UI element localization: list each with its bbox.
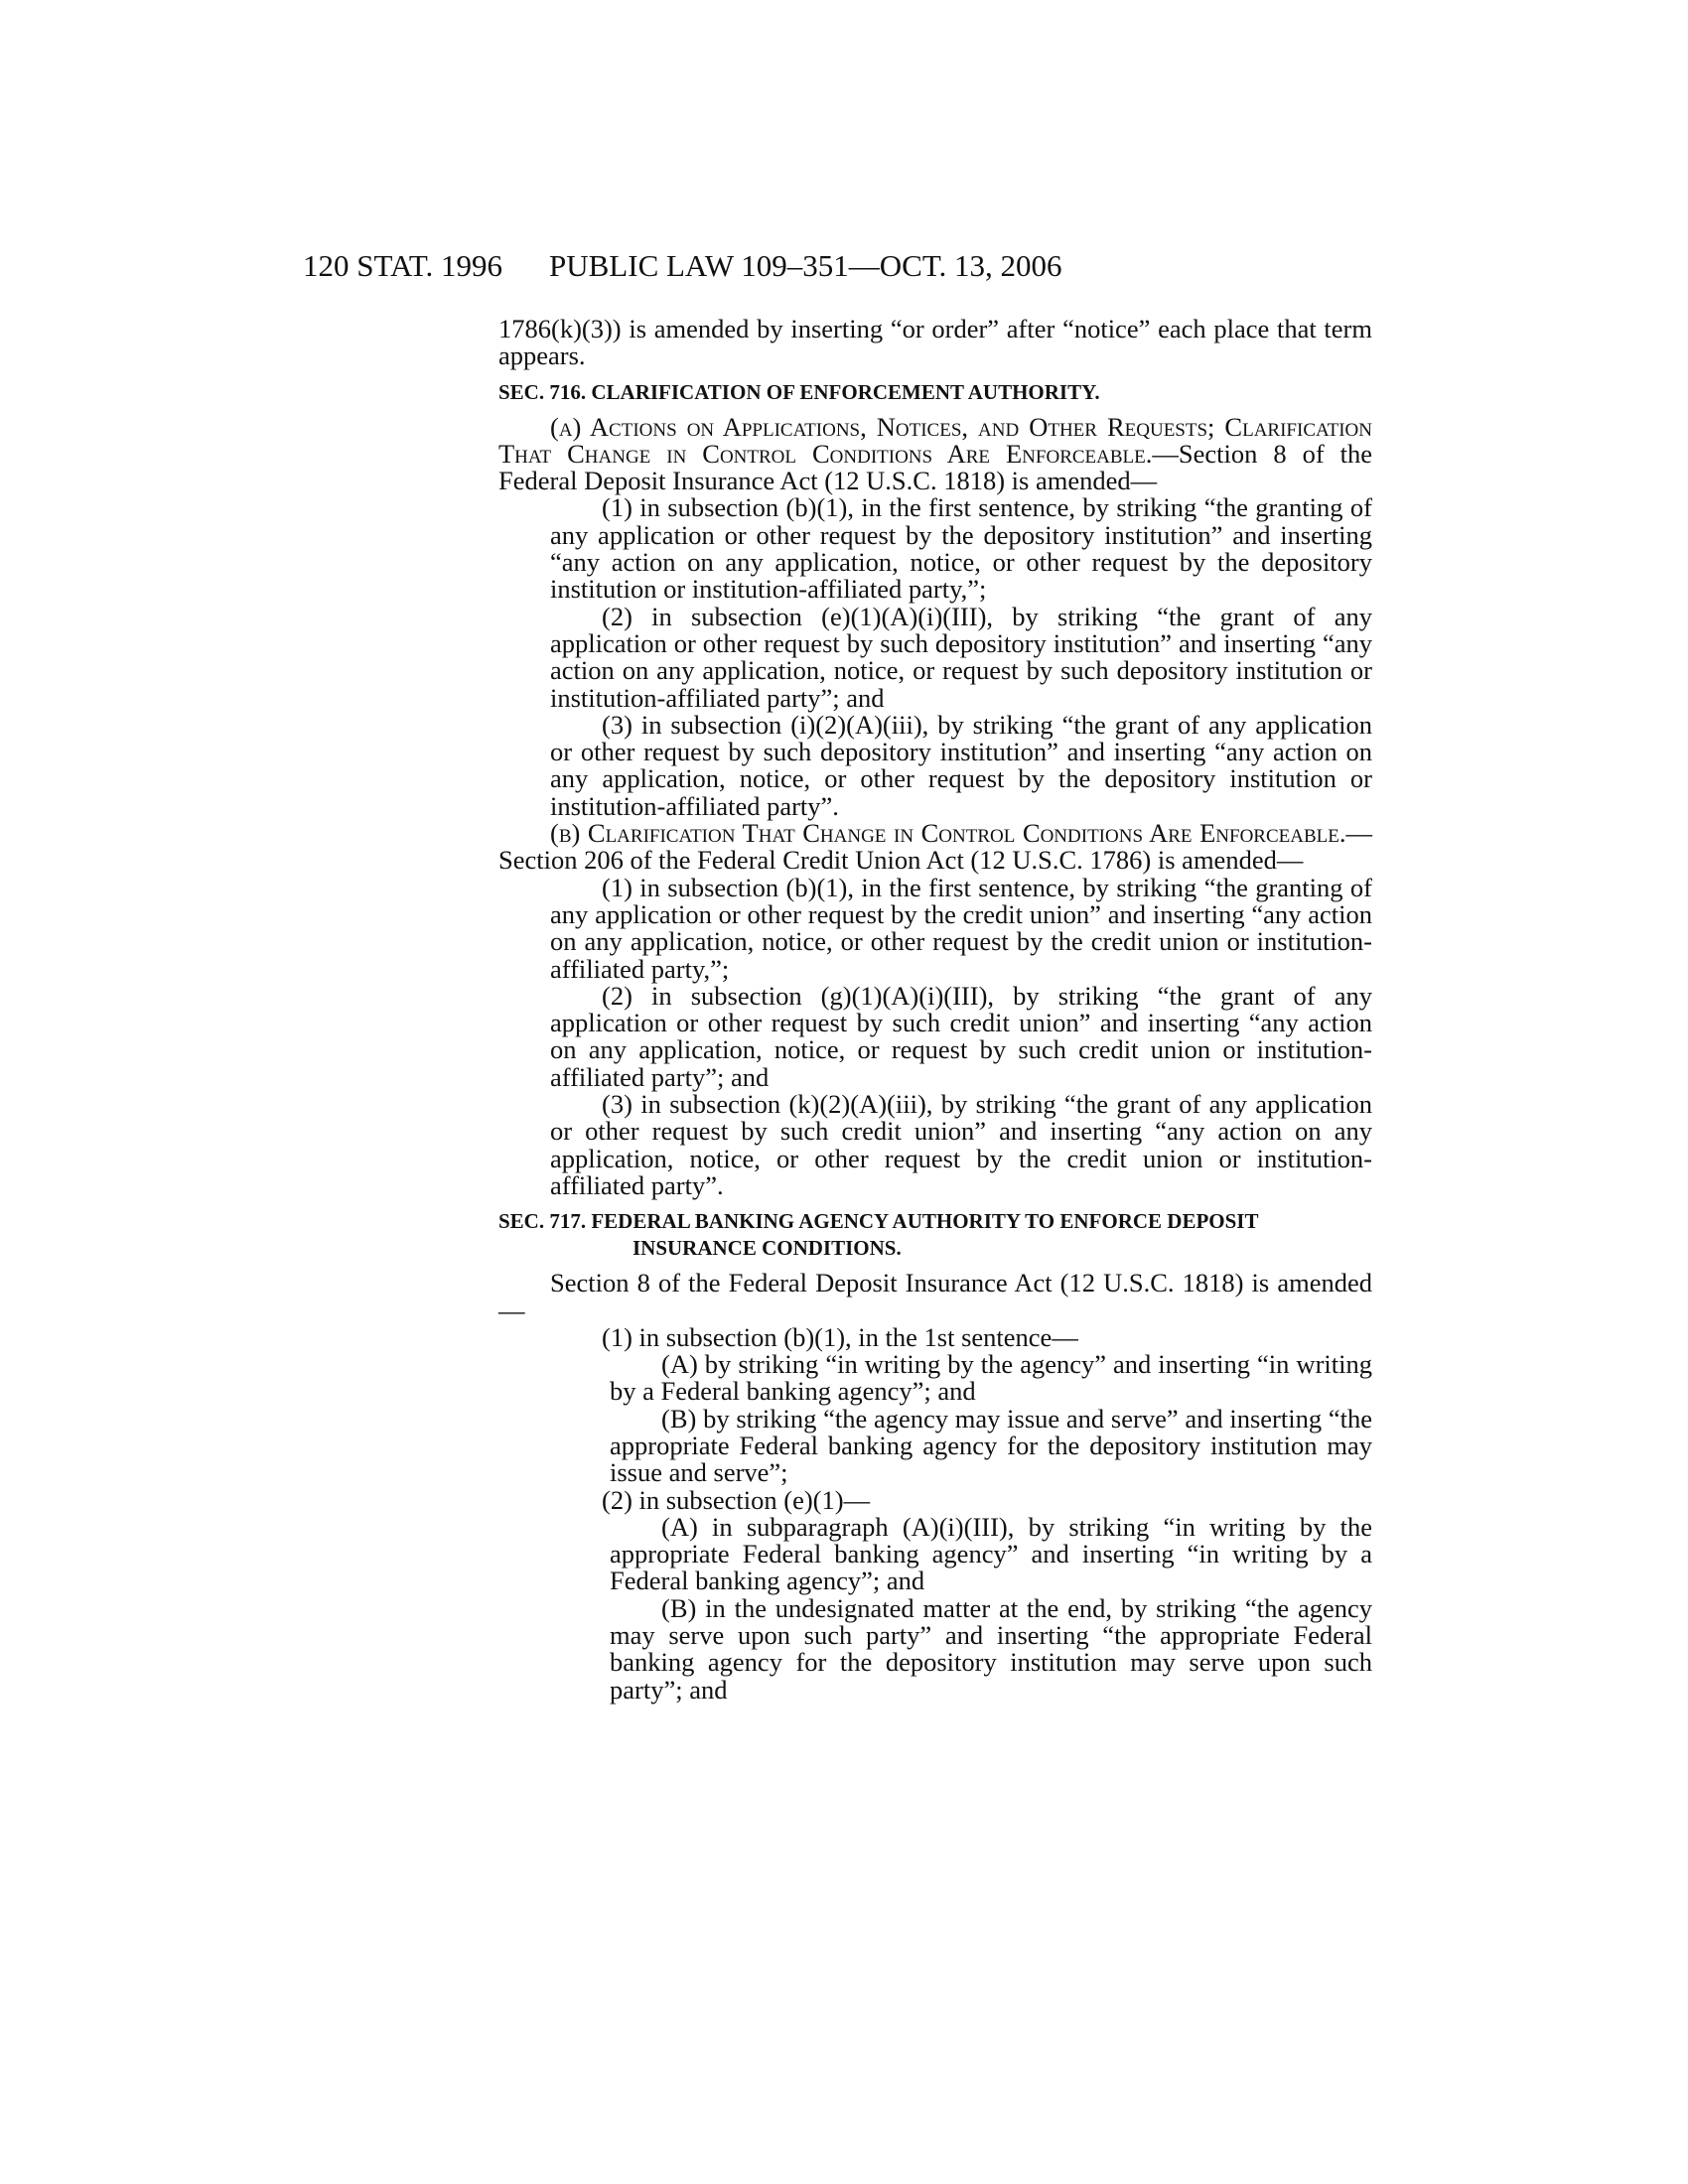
header-title: PUBLIC LAW 109–351—OCT. 13, 2006 — [549, 248, 1062, 283]
section-717-lead: Section 8 of the Federal Deposit Insurance Act (12 U.S.C. 1818) is amended— — [498, 1268, 1372, 1325]
section-717-heading: SEC. 717. FEDERAL BANKING AGENCY AUTHORITY TO ENFORCE DEPOSIT INSURANCE CONDITIONS. — [498, 1209, 1259, 1261]
paragraph-717-1B: (B) by striking “the agency may issue and serve” and inserting “the appropriate Federal banking agency for the depository institution may issue and serve”; — [610, 1403, 1372, 1488]
paragraph-b1: (1) in subsection (b)(1), in the first sentence, by striking “the granting of any application or other request by the credit union” and inserting “any action on any application, notice, or other request by the credit union or institution-affiliated party,”; — [550, 872, 1372, 984]
subsection-a-caption: (a) Actions on Applications, Notices, and Other Requests; Clarification That Change in Control Conditions Are Enforceable. — [498, 411, 1372, 469]
paragraph-a3: (3) in subsection (i)(2)(A)(iii), by striking “the grant of any application or other request by such depository institution” and inserting “any action on any application, notice, or other request by the depository institution or institution-affiliated party”. — [550, 709, 1372, 821]
paragraph-717-1A: (A) by striking “in writing by the agency” and inserting “in writing by a Federal banking agency”; and — [610, 1349, 1372, 1407]
paragraph-717-2: (2) in subsection (e)(1)— — [602, 1484, 871, 1515]
paragraph-continuation: 1786(k)(3)) is amended by inserting “or order” after “notice” each place that term appears. — [498, 314, 1372, 371]
paragraph-717-1: (1) in subsection (b)(1), in the 1st sentence— — [602, 1321, 1078, 1352]
paragraph-a2: (2) in subsection (e)(1)(A)(i)(III), by striking “the grant of any application or other request by such depository institution” and inserting “any action on any application, notice, or request by such depository institution or institution-affiliated party”; and — [550, 601, 1372, 713]
subsection-b-caption: (b) Clarification That Change in Control Conditions Are Enforceable. — [550, 818, 1346, 849]
paragraph-717-2A: (A) in subparagraph (A)(i)(III), by striking “in writing by the appropriate Federal banking agency” and inserting “in writing by a Federal banking agency”; and — [610, 1511, 1372, 1596]
document-body — [498, 316, 1372, 1704]
subsection-a-lead — [498, 411, 1372, 496]
section-716-heading: SEC. 716. CLARIFICATION OF ENFORCEMENT AUTHORITY. — [498, 379, 1100, 404]
paragraph-b3: (3) in subsection (k)(2)(A)(iii), by striking “the grant of any application or other request by such credit union” and inserting “any action on any application, notice, or other request by the credit union or institution-affiliated party”. — [550, 1089, 1372, 1200]
page-number: 120 STAT. 1996 — [303, 248, 503, 283]
paragraph-b2: (2) in subsection (g)(1)(A)(i)(III), by striking “the grant of any application or other request by such credit union” and inserting “any action on any application, notice, or request by such credit union or institution-affiliated party”; and — [550, 980, 1372, 1092]
subsection-b-text: —Section 206 of the Federal Credit Union Act (12 U.S.C. 1786) is amended— — [498, 818, 1372, 876]
subsection-b-lead — [498, 820, 1372, 875]
running-header — [303, 248, 1375, 288]
paragraph-717-2B: (B) in the undesignated matter at the end, by striking “the agency may serve upon such party” and inserting “the appropriate Federal banking agency for the depository institution may serve upon such party”; and — [610, 1592, 1372, 1705]
subsection-a-text: —Section 8 of the Federal Deposit Insurance Act (12 U.S.C. 1818) is amended— — [498, 438, 1372, 496]
paragraph-a1: (1) in subsection (b)(1), in the first sentence, by striking “the granting of any application or other request by the depository institution” and inserting “any action on any application, notice, or other request by the depository institution or institution-affiliated party,”; — [550, 492, 1372, 605]
